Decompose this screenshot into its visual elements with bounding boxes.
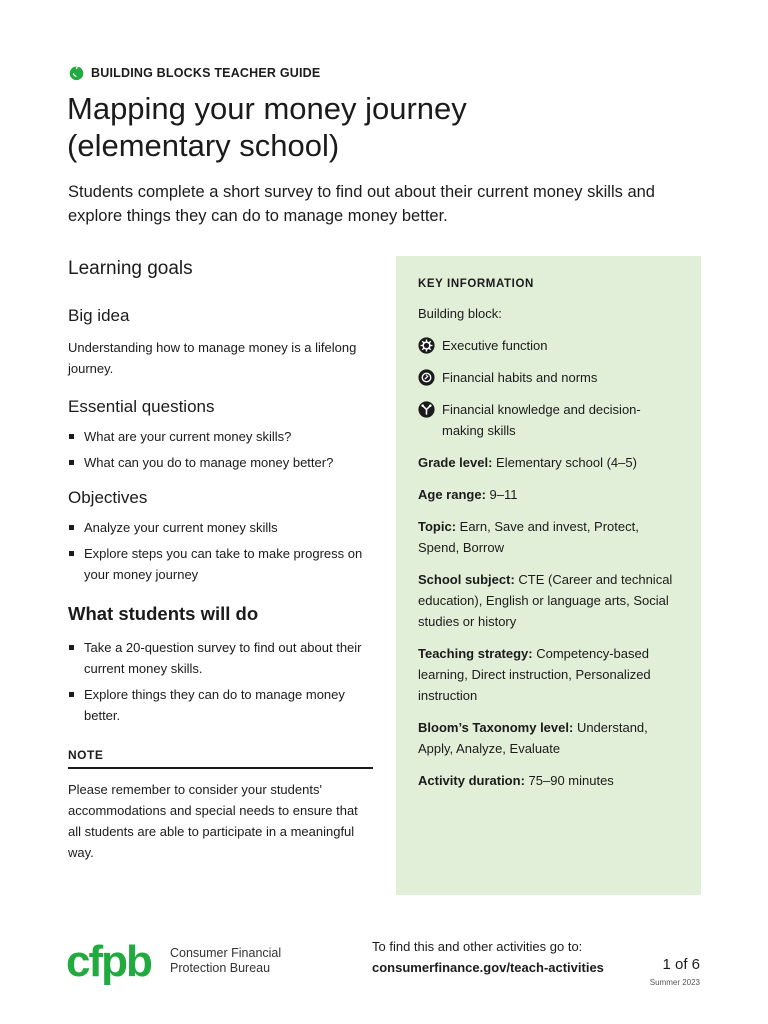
find-activities: To find this and other activities go to: consumerfinance.gov/teach-activities	[372, 936, 604, 978]
list-item: What are your current money skills?	[68, 426, 373, 447]
age-range: Age range: 9–11	[418, 487, 518, 502]
list-item: Explore things they can do to manage money better.	[68, 684, 373, 726]
topic: Topic: Earn, Save and invest, Protect, Spend, Borrow	[418, 519, 639, 555]
essential-questions-list	[68, 426, 373, 473]
learning-goals-column	[68, 256, 373, 863]
note-heading: NOTE	[68, 748, 373, 769]
cfpb-logo	[66, 936, 160, 992]
org-name: Consumer Financial Protection Bureau	[170, 946, 282, 975]
objectives-list	[68, 517, 373, 585]
building-block-executive-function: Executive function	[418, 335, 679, 356]
apple-icon	[68, 64, 85, 81]
students-list	[68, 637, 373, 726]
list-item: What can you do to manage money better?	[68, 452, 373, 473]
objectives-heading: Objectives	[68, 488, 148, 507]
executive-function-icon	[418, 337, 435, 354]
edition-date: Summer 2023	[649, 978, 700, 987]
list-item: Explore steps you can take to make progress on your money journey	[68, 543, 373, 585]
logo-text: cfpb	[66, 937, 151, 986]
activities-link[interactable]: consumerfinance.gov/teach-activities	[372, 960, 604, 975]
key-information-box	[396, 256, 701, 895]
big-idea-text: Understanding how to manage money is a lifelong journey.	[68, 340, 357, 376]
key-information-heading: KEY INFORMATION	[418, 278, 534, 290]
big-idea-heading: Big idea	[68, 306, 130, 325]
list-item: Analyze your current money skills	[68, 517, 373, 538]
page-title: Mapping your money journey (elementary school)	[67, 91, 467, 163]
building-block-label: Building block:	[418, 306, 502, 321]
activity-duration: Activity duration: 75–90 minutes	[418, 773, 614, 788]
building-block-financial-knowledge: Financial knowledge and decision-making skills	[418, 399, 679, 441]
essential-questions-heading: Essential questions	[68, 397, 215, 416]
financial-knowledge-icon	[418, 401, 435, 418]
building-block-financial-habits: Financial habits and norms	[418, 367, 679, 388]
what-students-will-do-heading: What students will do	[68, 603, 259, 624]
guide-label	[68, 64, 320, 81]
page-number: 1 of 6	[662, 956, 700, 973]
guide-label-text: BUILDING BLOCKS TEACHER GUIDE	[91, 65, 321, 80]
page-subtitle: Students complete a short survey to find out about their current money skills and explore things they can do to manage money better.	[68, 183, 655, 225]
footer	[0, 930, 768, 1024]
grade-level: Grade level: Elementary school (4–5)	[418, 455, 637, 470]
teaching-strategy: Teaching strategy: Competency-based learning, Direct instruction, Personalized instruction	[418, 646, 651, 703]
school-subject: School subject: CTE (Career and technical education), English or language arts, Social studies or history	[418, 572, 673, 629]
learning-goals-heading: Learning goals	[68, 258, 193, 279]
note-text: Please remember to consider your students' accommodations and special needs to ensure that all students are able to participate in a meaningful way.	[68, 782, 358, 860]
blooms-taxonomy-level: Bloom’s Taxonomy level: Understand, Apply, Analyze, Evaluate	[418, 720, 648, 756]
financial-habits-icon	[418, 369, 435, 386]
list-item: Take a 20-question survey to find out about their current money skills.	[68, 637, 373, 679]
